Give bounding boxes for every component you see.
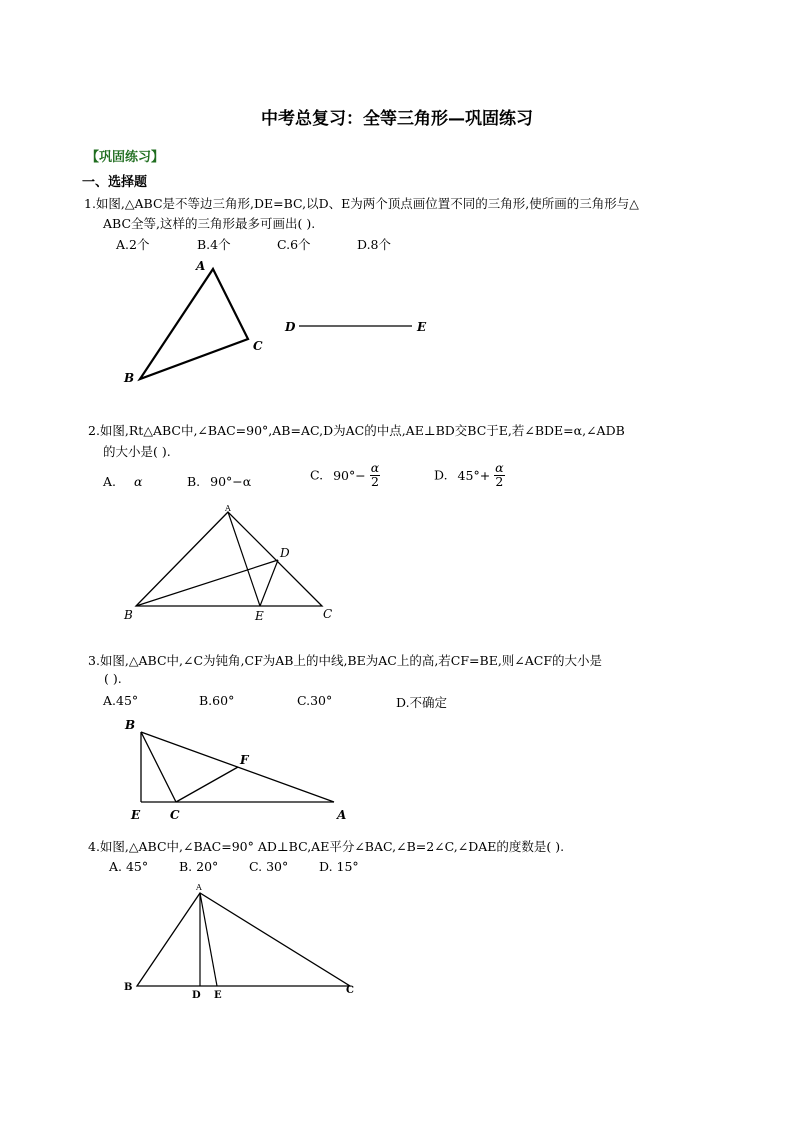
triangle-abc [136, 512, 322, 606]
option-a-letter: A. [103, 474, 117, 489]
question-1-line-1: 1.如图,△ABC是不等边三角形,DE=BC,以D、E为两个顶点画位置不同的三角形,使所画的三角形与△ [84, 196, 639, 211]
question-1-option-c: C.6个 [277, 237, 311, 252]
option-d-numerator: α [495, 460, 504, 475]
question-1-figure [110, 255, 440, 390]
point-e-label: E [214, 990, 222, 1001]
option-d-fraction [494, 462, 504, 488]
point-e-label: E [131, 808, 141, 822]
point-b-label: B [124, 608, 133, 622]
question-2-line-1: 2.如图,Rt△ABC中,∠BAC=90°,AB=AC,D为AC的中点,AE⊥BD交BC于E,若∠BDE=α,∠ADB [88, 423, 625, 438]
question-3-option-c: C.30° [297, 693, 333, 708]
question-4-option-b: B. 20° [179, 859, 219, 874]
section-heading: 一、选择题 [82, 175, 148, 190]
point-d-label: D [192, 990, 201, 1001]
question-4-option-d: D. 15° [319, 859, 359, 874]
question-3-figure [118, 712, 358, 824]
option-d-denominator: 2 [495, 473, 504, 489]
point-b-label: B [124, 982, 133, 993]
question-3-option-b: B.60° [199, 693, 235, 708]
question-2-line-2: 的大小是( ). [103, 444, 171, 459]
question-3-line-1: 3.如图,△ABC中,∠C为钝角,CF为AB上的中线,BE为AC上的高,若CF=BE,则∠ACF的大小是 [88, 653, 603, 668]
point-c-label: C [253, 339, 263, 353]
option-d-letter: D. [434, 467, 448, 483]
point-a-label: A [225, 504, 231, 513]
option-c-letter: C. [310, 467, 324, 483]
point-c-label: C [346, 985, 354, 996]
question-4-option-a: A. 45° [109, 859, 149, 874]
question-3-option-d: D.不确定 [396, 695, 448, 710]
segment-cf [176, 767, 238, 802]
question-2-option-c [310, 462, 380, 488]
option-b-value: 90°−α [210, 474, 252, 489]
point-c-label: C [170, 808, 180, 822]
point-e-label: E [255, 609, 264, 623]
question-2-option-a [103, 474, 142, 489]
question-1-line-2: ABC全等,这样的三角形最多可画出( ). [103, 216, 316, 231]
option-c-numerator: α [370, 460, 380, 475]
option-a-value: α [134, 474, 143, 489]
page-title: 中考总复习：全等三角形—巩固练习 [261, 109, 533, 129]
triangle-abc [140, 269, 248, 379]
point-c-label: C [323, 607, 333, 621]
section-tag: 【巩固练习】 [86, 150, 165, 165]
question-4-figure [118, 878, 368, 1003]
question-2-option-b [187, 474, 251, 489]
option-c-prefix: 90°− [333, 467, 366, 483]
question-4-option-c: C. 30° [249, 859, 289, 874]
segment-ae [200, 893, 217, 986]
option-b-letter: B. [187, 474, 201, 489]
question-1-option-b: B.4个 [197, 237, 231, 252]
segment-ae [228, 512, 260, 606]
option-d-prefix: 45°+ [457, 467, 491, 483]
question-1-option-a: A.2个 [116, 237, 150, 252]
question-3-line-2: ( ). [104, 671, 122, 686]
segment-bd [136, 560, 278, 606]
point-a-label: A [196, 883, 202, 892]
question-2-figure [118, 500, 348, 625]
point-b-label: B [125, 718, 136, 732]
question-1-option-d: D.8个 [357, 237, 392, 252]
question-3-option-a: A.45° [103, 693, 139, 708]
question-4-line-1: 4.如图,△ABC中,∠BAC=90° AD⊥BC,AE平分∠BAC,∠B=2∠C,∠DAE的度数是( ). [88, 839, 565, 854]
option-c-denominator: 2 [370, 473, 379, 489]
question-2-option-d [434, 462, 505, 488]
point-d-label: D [280, 546, 290, 560]
triangle-abc [137, 893, 350, 986]
point-f-label: F [240, 753, 249, 767]
point-a-label: A [196, 259, 206, 273]
point-b-label: B [124, 371, 135, 385]
point-e-label: E [417, 320, 427, 334]
segment-de [260, 560, 278, 606]
point-a-label: A [337, 808, 347, 822]
option-c-fraction [370, 462, 380, 488]
point-d-label: D [285, 320, 296, 334]
